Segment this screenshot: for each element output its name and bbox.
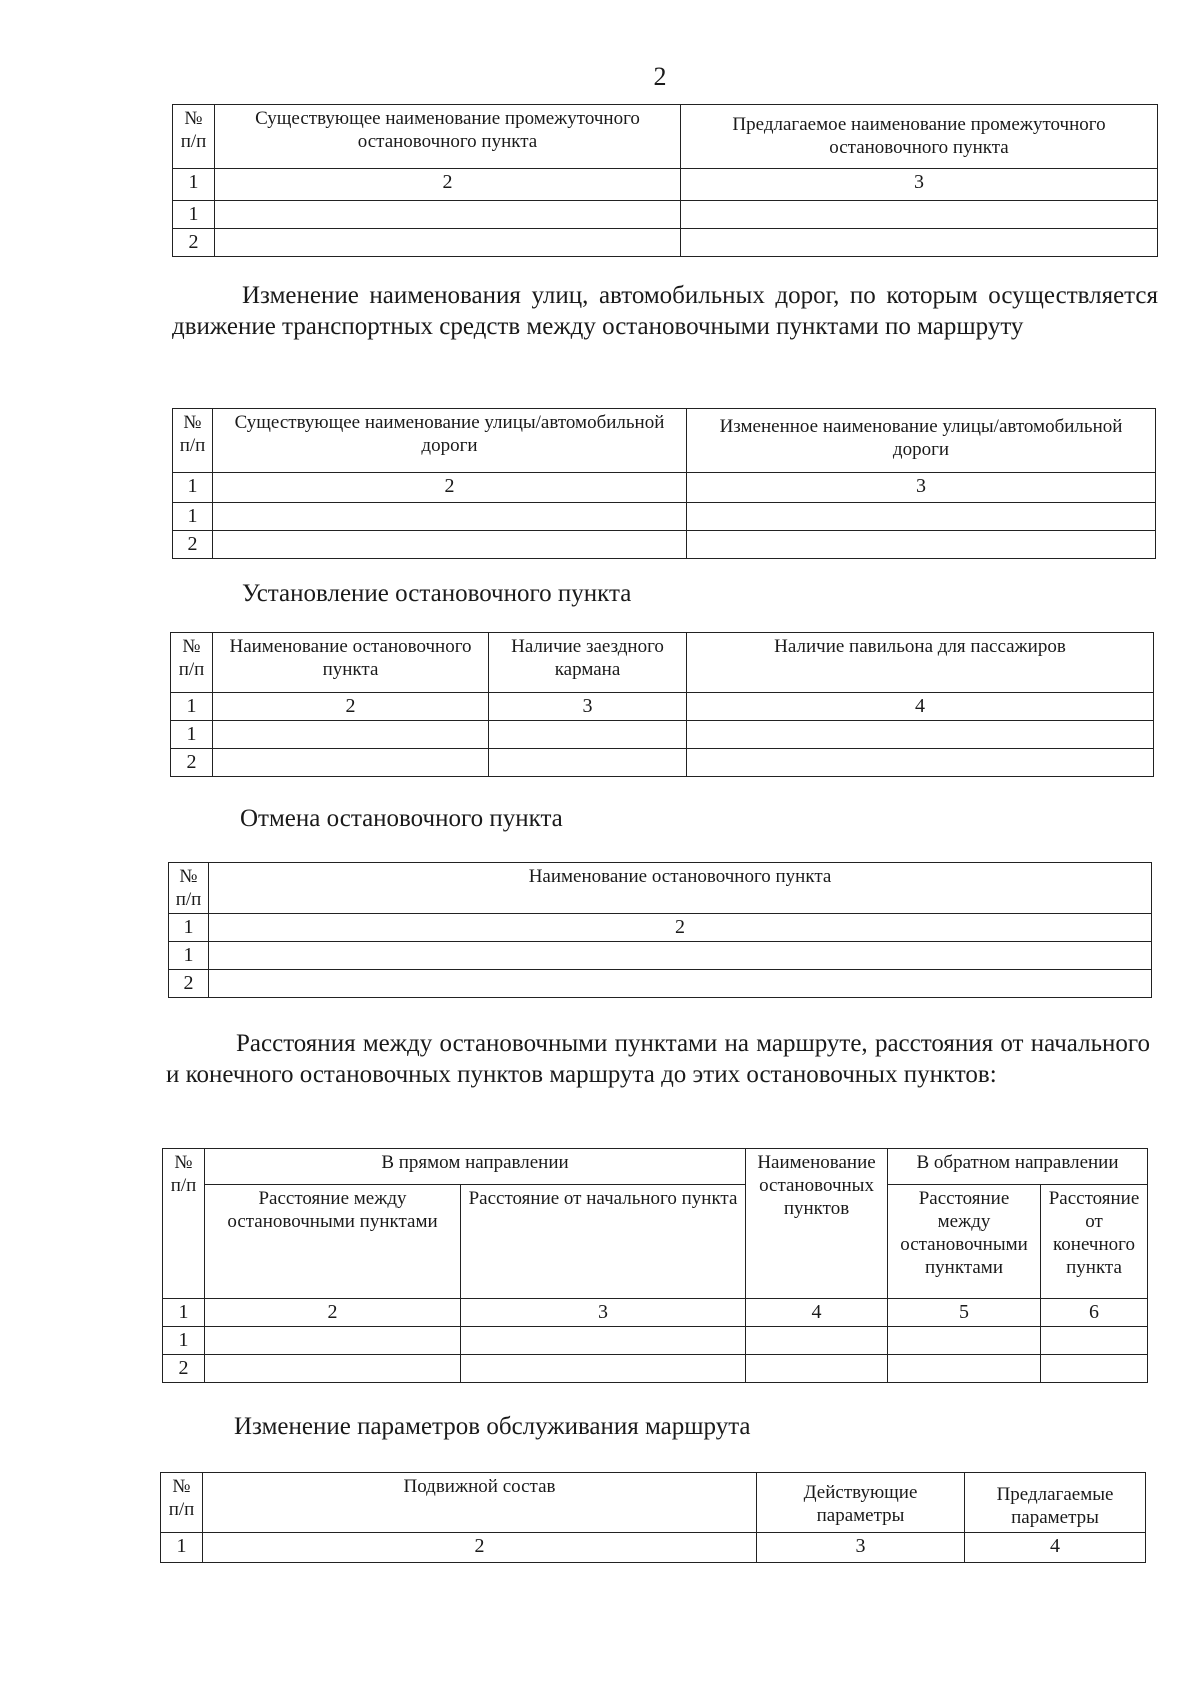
- column-number-cell: 1: [173, 473, 213, 503]
- column-number-cell: 3: [681, 169, 1158, 201]
- table-cell: [1041, 1327, 1148, 1355]
- row-number-cell: 1: [169, 942, 209, 970]
- row-number-cell: 1: [171, 721, 213, 749]
- header-number: № п/п: [169, 863, 209, 914]
- header-stop-names: Наименование остановочных пунктов: [746, 1149, 888, 1299]
- header-bay-availability: Наличие заездного кармана: [489, 633, 687, 693]
- header-number: № п/п: [171, 633, 213, 693]
- page-number: 2: [653, 62, 667, 91]
- table-cell: [1041, 1355, 1148, 1383]
- stop-cancellation-table: [168, 862, 1152, 998]
- intermediate-stop-rename-table: [172, 104, 1158, 257]
- table-row: [173, 201, 1158, 229]
- table-cell: [888, 1355, 1041, 1383]
- stop-distances-table: [162, 1148, 1148, 1383]
- header-rolling-stock: Подвижной состав: [203, 1473, 757, 1533]
- header-stop-name: Наименование остановочного пункта: [213, 633, 489, 693]
- column-number-cell: 4: [965, 1533, 1146, 1563]
- header-backward-from-end: Расстояние от конечного пункта: [1041, 1185, 1148, 1299]
- header-proposed-stop-name: Предлагаемое наименование промежуточного остановочного пункта: [681, 105, 1158, 169]
- table-cell: [489, 721, 687, 749]
- table-cell: [461, 1355, 746, 1383]
- street-rename-table: [172, 408, 1156, 559]
- table-cell: [213, 531, 687, 559]
- table-cell: [213, 721, 489, 749]
- section-text: Изменение наименования улиц, автомобильных дорог, по которым осуществляется движение транспортных средств между остановочными пунктами по маршруту: [172, 282, 1158, 340]
- header-pavilion-availability: Наличие павильона для пассажиров: [687, 633, 1154, 693]
- column-number-cell: 1: [169, 914, 209, 942]
- table-cell: [687, 531, 1156, 559]
- header-forward-between-stops: Расстояние между остановочными пунктами: [205, 1185, 461, 1299]
- table-cell: [687, 749, 1154, 777]
- service-parameters-table: [160, 1472, 1146, 1563]
- table-cell: [746, 1327, 888, 1355]
- row-number-cell: 2: [163, 1355, 205, 1383]
- header-number: № п/п: [161, 1473, 203, 1533]
- column-number-cell: 1: [171, 693, 213, 721]
- table-cell: [687, 721, 1154, 749]
- column-number-cell: 3: [489, 693, 687, 721]
- table-cell: [746, 1355, 888, 1383]
- row-number-cell: 2: [173, 229, 215, 257]
- section-heading-service-parameters: Изменение параметров обслуживания маршрута: [234, 1413, 751, 1440]
- table-cell: [687, 503, 1156, 531]
- header-number: № п/п: [173, 105, 215, 169]
- table-cell: [205, 1355, 461, 1383]
- header-forward-direction: В прямом направлении: [205, 1149, 746, 1185]
- table-cell: [681, 229, 1158, 257]
- table-cell: [209, 942, 1152, 970]
- header-current-parameters: Действующие параметры: [757, 1473, 965, 1533]
- table-row: [173, 503, 1156, 531]
- stop-establishment-table: [170, 632, 1154, 777]
- header-existing-stop-name: Существующее наименование промежуточного остановочного пункта: [215, 105, 681, 169]
- table-row: [173, 531, 1156, 559]
- column-number-cell: 4: [746, 1299, 888, 1327]
- row-number-cell: 1: [173, 503, 213, 531]
- table-cell: [209, 970, 1152, 998]
- header-backward-direction: В обратном направлении: [888, 1149, 1148, 1185]
- section-text: Расстояния между остановочными пунктами на маршруте, расстояния от начального и конечного остановочных пунктов маршрута до этих остановочных пунктов:: [166, 1030, 1150, 1088]
- table-cell: [489, 749, 687, 777]
- column-number-cell: 2: [213, 473, 687, 503]
- table-cell: [461, 1327, 746, 1355]
- table-row: [173, 229, 1158, 257]
- table-cell: [215, 201, 681, 229]
- column-number-cell: 3: [757, 1533, 965, 1563]
- table-cell: [213, 749, 489, 777]
- header-changed-street-name: Измененное наименование улицы/автомобильной дороги: [687, 409, 1156, 473]
- column-number-cell: 2: [215, 169, 681, 201]
- column-number-cell: 2: [209, 914, 1152, 942]
- column-number-cell: 1: [161, 1533, 203, 1563]
- column-number-cell: 5: [888, 1299, 1041, 1327]
- table-row: [163, 1355, 1148, 1383]
- header-number: № п/п: [163, 1149, 205, 1299]
- column-number-cell: 6: [1041, 1299, 1148, 1327]
- column-number-cell: 2: [203, 1533, 757, 1563]
- section-heading-street-rename: [172, 280, 1158, 342]
- column-number-cell: 2: [213, 693, 489, 721]
- column-number-cell: 1: [173, 169, 215, 201]
- row-number-cell: 1: [173, 201, 215, 229]
- row-number-cell: 2: [173, 531, 213, 559]
- table-cell: [205, 1327, 461, 1355]
- header-number: № п/п: [173, 409, 213, 473]
- table-cell: [213, 503, 687, 531]
- header-existing-street-name: Существующее наименование улицы/автомобильной дороги: [213, 409, 687, 473]
- header-proposed-parameters: Предлагаемые параметры: [965, 1473, 1146, 1533]
- column-number-cell: 2: [205, 1299, 461, 1327]
- column-number-cell: 1: [163, 1299, 205, 1327]
- table-row: [171, 749, 1154, 777]
- row-number-cell: 2: [171, 749, 213, 777]
- header-forward-from-start: Расстояние от начального пункта: [461, 1185, 746, 1299]
- section-heading-stop-cancellation: Отмена остановочного пункта: [240, 805, 563, 832]
- table-row: [169, 942, 1152, 970]
- column-number-cell: 4: [687, 693, 1154, 721]
- table-cell: [888, 1327, 1041, 1355]
- column-number-cell: 3: [687, 473, 1156, 503]
- table-row: [171, 721, 1154, 749]
- table-cell: [681, 201, 1158, 229]
- header-stop-name: Наименование остановочного пункта: [209, 863, 1152, 914]
- section-heading-stop-establishment: Установление остановочного пункта: [242, 580, 632, 607]
- row-number-cell: 1: [163, 1327, 205, 1355]
- section-heading-stop-distances: [166, 1028, 1150, 1090]
- table-row: [163, 1327, 1148, 1355]
- header-backward-between-stops: Расстояние между остановочными пунктами: [888, 1185, 1041, 1299]
- row-number-cell: 2: [169, 970, 209, 998]
- column-number-cell: 3: [461, 1299, 746, 1327]
- table-cell: [215, 229, 681, 257]
- table-row: [169, 970, 1152, 998]
